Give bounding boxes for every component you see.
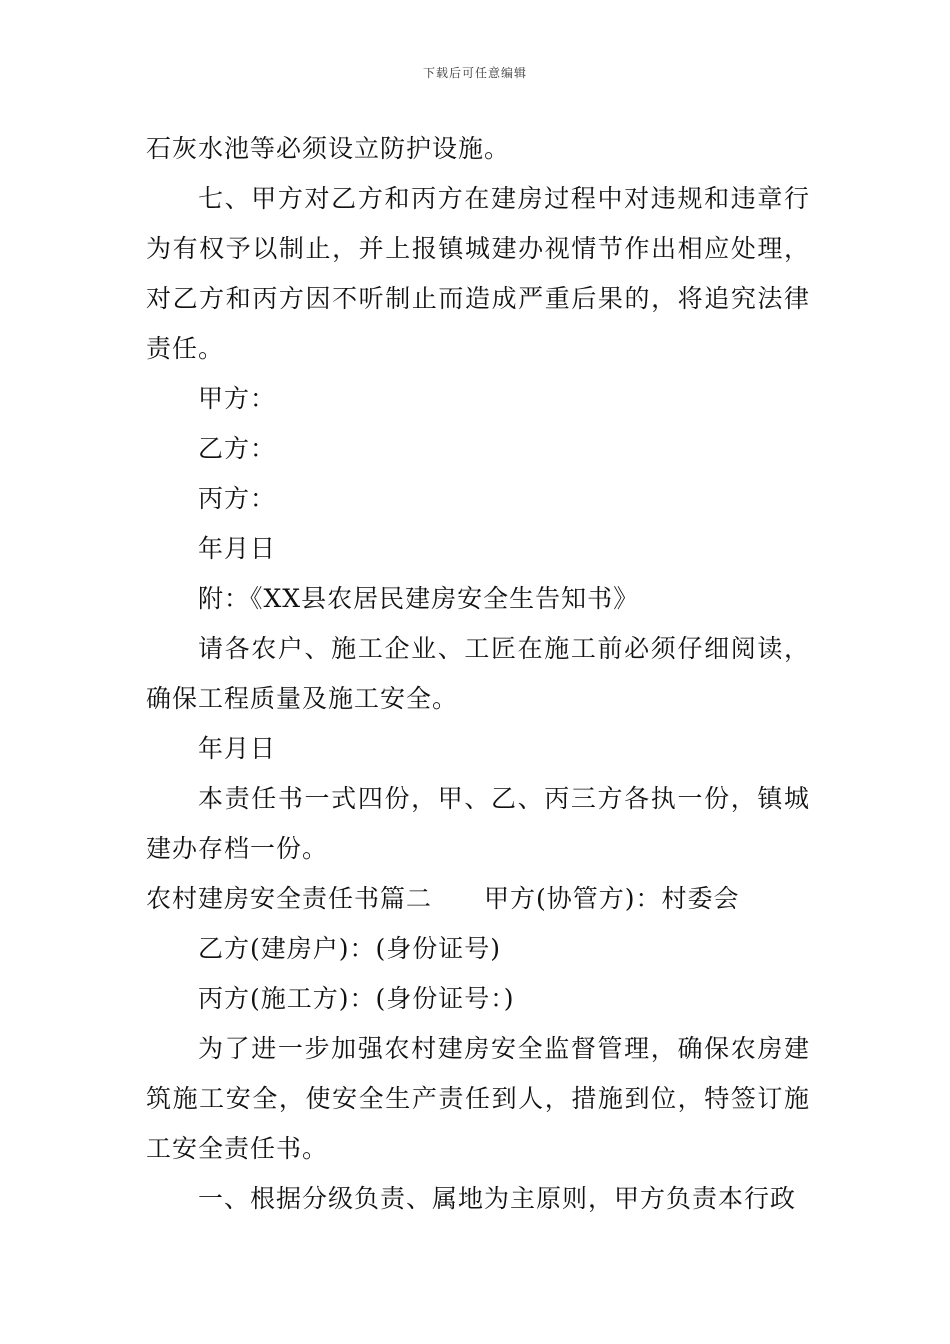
section-title: 农村建房安全责任书篇二 bbox=[146, 884, 433, 913]
date-line: 年月日 bbox=[198, 534, 277, 563]
attachment-line: 附：《XX县农居民建房安全生告知书》 bbox=[198, 584, 640, 613]
paragraph: 七、甲方对乙方和丙方在建房过程中对违规和违章行为有权予以制止，并上报镇城建办视情节作出相应处理，对乙方和丙方因不听制止而造成严重后果的，将追究法律责任。 bbox=[146, 184, 810, 363]
party-c-line: 丙方(施工方)：(身份证号：) bbox=[198, 984, 515, 1013]
document-body bbox=[146, 124, 810, 1224]
paragraph: 本责任书一式四份，甲、乙、丙三方各执一份，镇城建办存档一份。 bbox=[146, 784, 810, 863]
paragraph: 石灰水池等必须设立防护设施。 bbox=[146, 134, 511, 163]
party-a-line: 甲方(协管方)：村委会 bbox=[484, 884, 740, 913]
signature-party-c: 丙方： bbox=[198, 484, 277, 513]
header-note: 下载后可任意编辑 bbox=[422, 66, 527, 80]
party-b-line: 乙方(建房户)：(身份证号) bbox=[198, 934, 502, 963]
paragraph: 请各农户、施工企业、工匠在施工前必须仔细阅读，确保工程质量及施工安全。 bbox=[146, 634, 810, 713]
paragraph: 为了进一步加强农村建房安全监督管理，确保农房建筑施工安全，使安全生产责任到人，措施到位，特签订施工安全责任书。 bbox=[146, 1034, 810, 1163]
section-heading-line bbox=[146, 874, 810, 924]
signature-party-a: 甲方： bbox=[198, 384, 277, 413]
paragraph: 一、根据分级负责、属地为主原则，甲方负责本行政 bbox=[198, 1184, 797, 1213]
signature-party-b: 乙方： bbox=[198, 434, 277, 463]
date-line: 年月日 bbox=[198, 734, 277, 763]
